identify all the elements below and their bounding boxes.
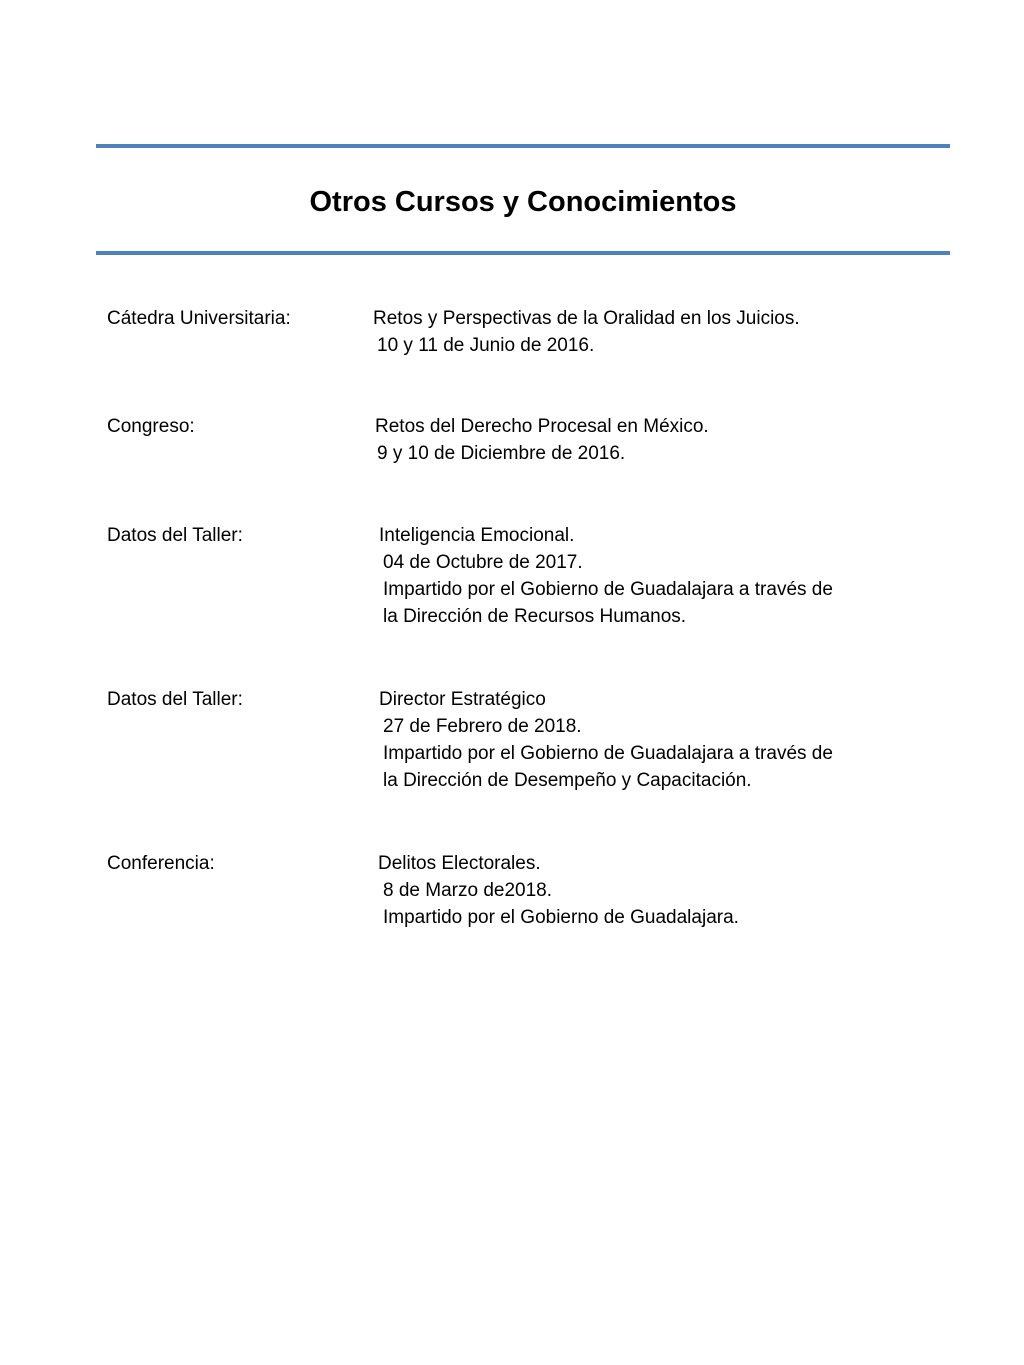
entry-line: la Dirección de Desempeño y Capacitación. — [383, 770, 752, 791]
entry-line: 10 y 11 de Junio de 2016. — [377, 335, 595, 356]
entry-details — [107, 305, 967, 359]
entry-line: Retos y Perspectivas de la Oralidad en los Juicios. — [373, 308, 800, 329]
entry-details — [107, 686, 967, 794]
entry-line: 04 de Octubre de 2017. — [383, 552, 583, 573]
entry-line: Retos del Derecho Procesal en México. — [375, 416, 709, 437]
entry-label: Conferencia: — [107, 853, 215, 874]
entry-line: la Dirección de Recursos Humanos. — [383, 606, 687, 627]
entry-details — [107, 850, 967, 931]
entry-line: 8 de Marzo de2018. — [383, 880, 553, 901]
top-divider — [96, 144, 950, 148]
entry-line: Delitos Electorales. — [378, 853, 541, 874]
entry-line: 9 y 10 de Diciembre de 2016. — [377, 443, 626, 464]
entry-line: 27 de Febrero de 2018. — [383, 716, 582, 737]
entry-line: Inteligencia Emocional. — [379, 525, 575, 546]
entry-label: Datos del Taller: — [107, 525, 243, 546]
page-title: Otros Cursos y Conocimientos — [309, 186, 737, 218]
bottom-divider — [96, 251, 950, 255]
entry-label: Cátedra Universitaria: — [107, 308, 291, 329]
entry-details — [107, 413, 967, 467]
entry-label: Datos del Taller: — [107, 689, 243, 710]
entry-line: Impartido por el Gobierno de Guadalajara a través de — [383, 743, 833, 764]
entry-line: Impartido por el Gobierno de Guadalajara. — [383, 907, 739, 928]
entry-label: Congreso: — [107, 416, 195, 437]
entry-details — [107, 522, 967, 630]
entry-line: Director Estratégico — [379, 689, 546, 710]
entry-line: Impartido por el Gobierno de Guadalajara a través de — [383, 579, 833, 600]
